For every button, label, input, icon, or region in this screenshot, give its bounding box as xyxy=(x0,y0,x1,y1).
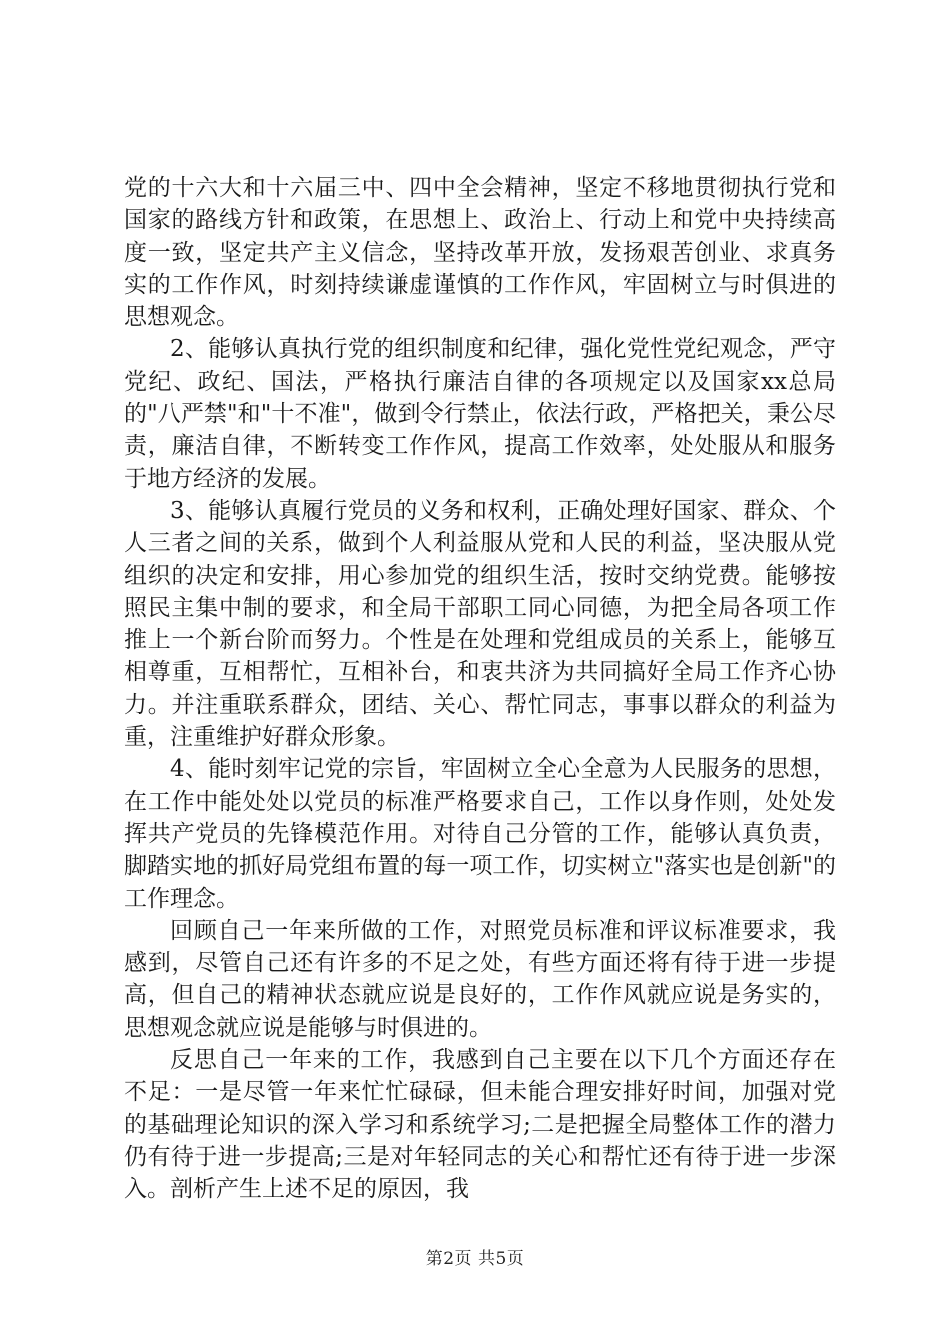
paragraph-continuation: 党的十六大和十六届三中、四中全会精神，坚定不移地贯彻执行党和国家的路线方针和政策，在思想上、政治上、行动上和党中央持续高度一致，坚定共产主义信念，坚持改革开放，发扬艰苦创业、求真务实的工作作风，时刻持续谦虚谨慎的工作作风，牢固树立与时俱进的思想观念。 xyxy=(124,175,836,331)
paragraph-item-2: 2、能够认真执行党的组织制度和纪律，强化党性党纪观念，严守党纪、政纪、国法，严格执行廉洁自律的各项规定以及国家xx总局的"八严禁"和"十不准"，做到令行禁止，依法行政，严格把关，秉公尽责，廉洁自律，不断转变工作作风，提高工作效率，处处服从和服务于地方经济的发展。 xyxy=(124,336,836,492)
paragraph-item-4: 4、能时刻牢记党的宗旨，牢固树立全心全意为人民服务的思想，在工作中能处处以党员的标准严格要求自己，工作以身作则，处处发挥共产党员的先锋模范作用。对待自己分管的工作，能够认真负责，脚踏实地的抓好局党组布置的每一项工作，切实树立"落实也是创新"的工作理念。 xyxy=(124,756,836,912)
paragraph-review: 回顾自己一年来所做的工作，对照党员标准和评议标准要求，我感到，尽管自己还有许多的不足之处，有些方面还将有待于进一步提高，但自己的精神状态就应说是良好的，工作作风就应说是务实的，思想观念就应说是能够与时俱进的。 xyxy=(124,917,836,1041)
paragraph-reflection: 反思自己一年来的工作，我感到自己主要在以下几个方面还存在不足：一是尽管一年来忙忙碌碌，但未能合理安排好时间，加强对党的基础理论知识的深入学习和系统学习;二是把握全局整体工作的潜力仍有待于进一步提高;三是对年轻同志的关心和帮忙还有待于进一步深入。剖析产生上述不足的原因，我 xyxy=(124,1047,836,1203)
paragraph-item-3: 3、能够认真履行党员的义务和权利，正确处理好国家、群众、个人三者之间的关系，做到个人利益服从党和人民的利益，坚决服从党组织的决定和安排，用心参加党的组织生活，按时交纳党费。能够按照民主集中制的要求，和全局干部职工同心同德，为把全局各项工作推上一个新台阶而努力。个性是在处理和党组成员的关系上，能够互相尊重，互相帮忙，互相补台，和衷共济为共同搞好全局工作齐心协力。并注重联系群众，团结、关心、帮忙同志，事事以群众的利益为重，注重维护好群众形象。 xyxy=(124,497,836,751)
document-body xyxy=(124,172,836,1206)
page-number-footer: 第2页 共5页 xyxy=(425,1249,525,1269)
